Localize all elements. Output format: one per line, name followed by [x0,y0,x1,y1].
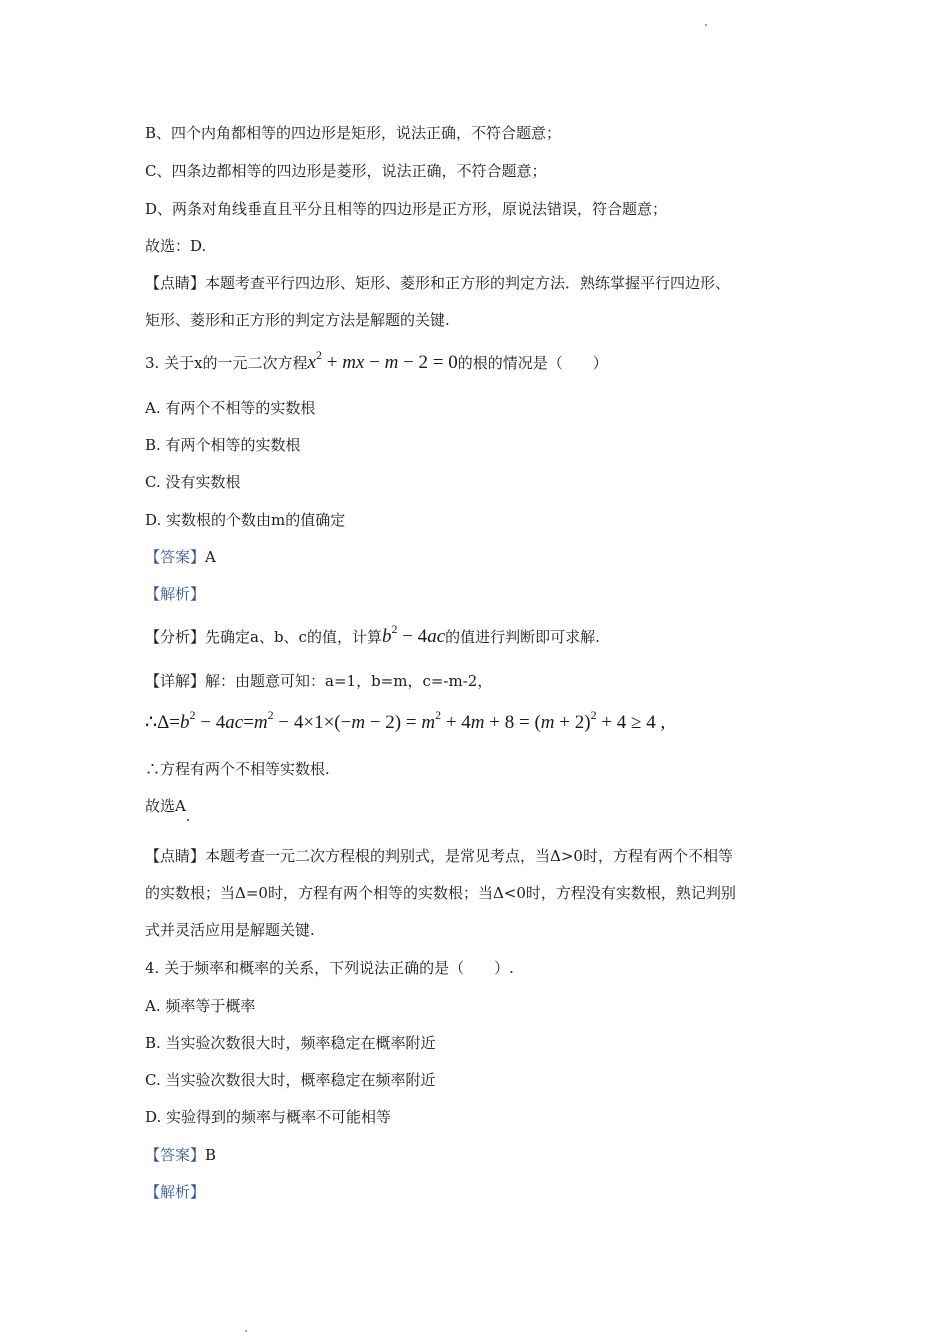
q4-option-b: B. 当实验次数很大时，频率稳定在概率附近 [145,1034,436,1052]
q4-answer [145,1144,216,1166]
q4-analysis-tag: 【解析】 [145,1183,206,1201]
prev-option-d: D、两条对角线垂直且平分且相等的四边形是正方形，原说法错误，符合题意； [145,200,668,218]
q4-answer-value: B [205,1146,217,1164]
scan-dot [705,24,707,26]
prev-option-c: C、四条边都相等的四边形是菱形，说法正确，不符合题意； [145,162,547,180]
q3-fenxi-tag: 【分析】 [145,628,206,646]
q3-stem-prefix: 3. 关于x的一元二次方程 [145,354,308,372]
q3-conclusion: ∴方程有两个不相等实数根. [145,760,330,778]
q3-stem [145,348,608,374]
q3-fenxi [145,622,600,648]
q3-detail-text: 解：由题意可知：a=1，b=m，c=-m-2， [205,672,493,690]
q3-detail [145,670,492,692]
q3-option-d: D. 实数根的个数由m的值确定 [145,511,346,529]
q3-note-line-1 [145,845,733,867]
q3-analysis-tag: 【解析】 [145,585,206,603]
q4-option-a: A. 频率等于概率 [145,997,256,1015]
prev-choice: 故选：D. [145,237,207,255]
q3-fenxi-text-a: 先确定a、b、c的值，计算 [205,628,382,646]
q3-discriminant-expr: $b^2 - 4ac$ [381,622,446,647]
prev-option-b: B、四个内角都相等的四边形是矩形，说法正确，不符合题意； [145,124,562,142]
q3-choice: 故选A [145,797,186,815]
q3-answer-value: A [205,548,216,566]
q3-equation: $x^2$ + mx − m − 2 = 0 [307,348,458,373]
q3-note-tag: 【点睛】 [145,847,206,865]
prev-note-line-2: 矩形、菱形和正方形的判定方法是解题的关键. [145,311,450,329]
stray-dot [187,819,189,821]
q4-option-d: D. 实验得到的频率与概率不可能相等 [145,1108,392,1126]
q3-note-text-1: 本题考查一元二次方程根的判别式，是常见考点，当Δ>0时，方程有两个不相等 [205,847,733,865]
prev-note-line-1 [145,272,730,294]
q3-answer [145,546,216,568]
q4-stem: 4. 关于频率和概率的关系，下列说法正确的是（ ）. [145,959,514,977]
q3-discriminant-calc: $\therefore\Delta=b^2 - 4ac=m^2 - 4\times 1\times(-m - 2) = m^2 + 4m + 8 = (m + 2)^2 + 4 \ge 4$ , [145,708,666,733]
q3-option-c: C. 没有实数根 [145,473,241,491]
q4-answer-tag: 【答案】 [145,1146,206,1164]
q3-fenxi-text-b: 的值进行判断即可求解. [445,628,600,646]
q3-note-line-3: 式并灵活应用是解题关键. [145,921,315,939]
q4-option-c: C. 当实验次数很大时，概率稳定在频率附近 [145,1071,436,1089]
prev-note-tag: 【点睛】 [145,274,206,292]
q3-option-a: A. 有两个不相等的实数根 [145,399,316,417]
scan-dot-bottom [245,1330,247,1332]
q3-answer-tag: 【答案】 [145,548,206,566]
prev-note-text-1: 本题考查平行四边形、矩形、菱形和正方形的判定方法．熟练掌握平行四边形、 [205,274,731,292]
q3-detail-tag: 【详解】 [145,672,206,690]
q3-option-b: B. 有两个相等的实数根 [145,436,301,454]
q3-note-line-2: 的实数根；当Δ=0时，方程有两个相等的实数根；当Δ<0时，方程没有实数根，熟记判别 [145,884,736,902]
q3-stem-suffix: 的根的情况是（ ） [457,354,608,372]
